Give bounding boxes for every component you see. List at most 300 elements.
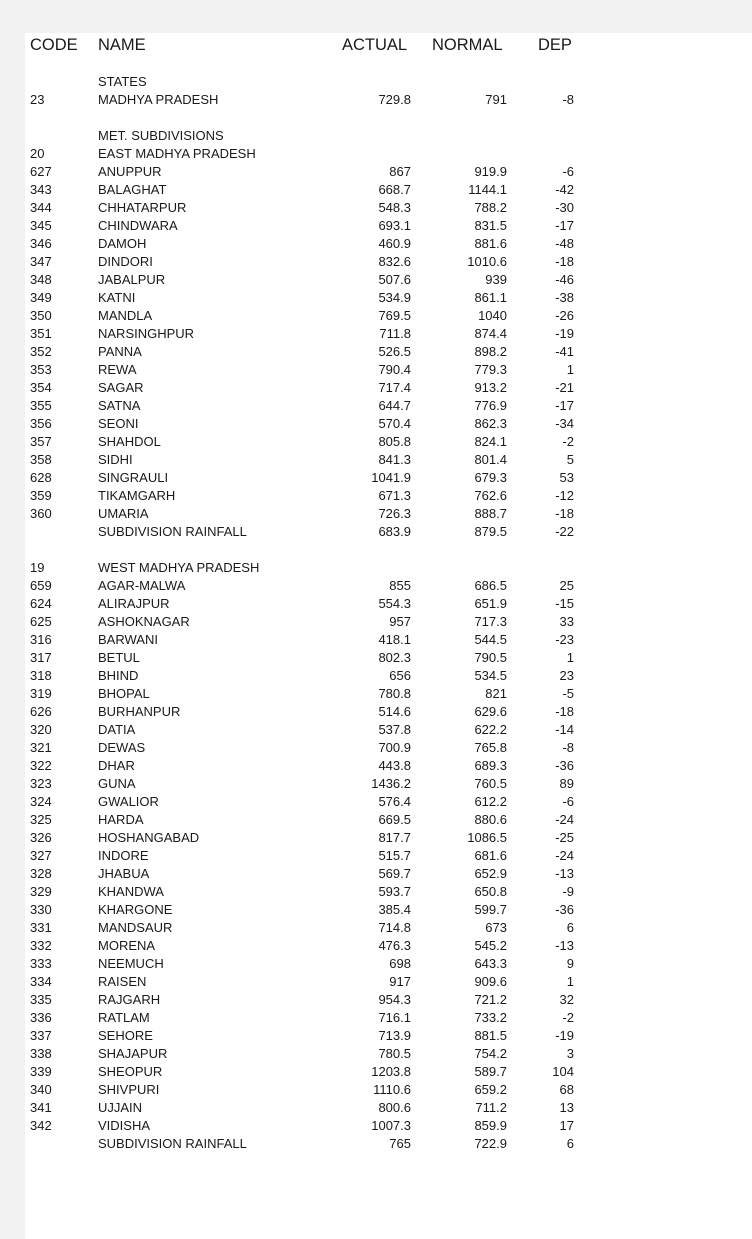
cell-dep: -25	[555, 830, 574, 845]
cell-name: JABALPUR	[98, 272, 166, 287]
cell-actual: 855	[389, 578, 411, 593]
cell-name: CHHATARPUR	[98, 200, 187, 215]
cell-code: 355	[30, 398, 52, 413]
cell-name: RAISEN	[98, 974, 147, 989]
table-row	[0, 271, 752, 289]
cell-code: 347	[30, 254, 52, 269]
table-row	[0, 631, 752, 649]
cell-dep: -21	[555, 380, 574, 395]
cell-normal: 679.3	[474, 470, 507, 485]
cell-actual: 780.8	[378, 686, 411, 701]
table-row	[0, 1099, 752, 1117]
cell-code: 323	[30, 776, 52, 791]
cell-normal: 717.3	[474, 614, 507, 629]
cell-code: 20	[30, 146, 45, 161]
cell-normal: 652.9	[474, 866, 507, 881]
cell-name: HARDA	[98, 812, 144, 827]
cell-code: 333	[30, 956, 52, 971]
cell-normal: 788.2	[474, 200, 507, 215]
cell-code: 318	[30, 668, 52, 683]
cell-dep: -13	[555, 866, 574, 881]
cell-dep: -19	[555, 1028, 574, 1043]
cell-dep: -14	[555, 722, 574, 737]
cell-normal: 879.5	[474, 524, 507, 539]
cell-dep: -18	[555, 704, 574, 719]
cell-name: DAMOH	[98, 236, 147, 251]
cell-actual: 765	[389, 1136, 411, 1151]
table-row	[0, 73, 752, 91]
cell-code: 624	[30, 596, 52, 611]
cell-actual: 714.8	[378, 920, 411, 935]
cell-name: BHOPAL	[98, 686, 150, 701]
table-row	[0, 739, 752, 757]
cell-name: SUBDIVISION RAINFALL	[98, 524, 247, 539]
table-row	[0, 1117, 752, 1135]
cell-code: 334	[30, 974, 52, 989]
table-row	[0, 379, 752, 397]
cell-code: 356	[30, 416, 52, 431]
cell-name: SEHORE	[98, 1028, 153, 1043]
table-row	[0, 721, 752, 739]
cell-code: 329	[30, 884, 52, 899]
cell-code: 627	[30, 164, 52, 179]
cell-name: MADHYA PRADESH	[98, 92, 219, 107]
cell-name: GUNA	[98, 776, 136, 791]
cell-normal: 650.8	[474, 884, 507, 899]
cell-code: 344	[30, 200, 52, 215]
cell-normal: 733.2	[474, 1010, 507, 1025]
cell-code: 628	[30, 470, 52, 485]
cell-actual: 698	[389, 956, 411, 971]
cell-normal: 881.5	[474, 1028, 507, 1043]
cell-dep: -23	[555, 632, 574, 647]
cell-code: 320	[30, 722, 52, 737]
cell-code: 23	[30, 92, 45, 107]
cell-normal: 898.2	[474, 344, 507, 359]
cell-code: 348	[30, 272, 52, 287]
cell-actual: 576.4	[378, 794, 411, 809]
cell-dep: 33	[559, 614, 574, 629]
cell-name: GWALIOR	[98, 794, 159, 809]
cell-actual: 716.1	[378, 1010, 411, 1025]
table-row	[0, 577, 752, 595]
cell-normal: 874.4	[474, 326, 507, 341]
cell-normal: 651.9	[474, 596, 507, 611]
cell-actual: 460.9	[378, 236, 411, 251]
cell-code: 350	[30, 308, 52, 323]
cell-actual: 443.8	[378, 758, 411, 773]
cell-code: 322	[30, 758, 52, 773]
table-row	[0, 1009, 752, 1027]
cell-dep: -19	[555, 326, 574, 341]
cell-code: 625	[30, 614, 52, 629]
cell-name: MANDLA	[98, 308, 153, 323]
cell-normal: 888.7	[474, 506, 507, 521]
cell-dep: -12	[555, 488, 574, 503]
cell-actual: 867	[389, 164, 411, 179]
cell-actual: 1436.2	[371, 776, 411, 791]
cell-name: DATIA	[98, 722, 136, 737]
cell-dep: 53	[559, 470, 574, 485]
cell-code: 319	[30, 686, 52, 701]
cell-normal: 790.5	[474, 650, 507, 665]
cell-dep: -5	[562, 686, 574, 701]
cell-dep: 3	[566, 1046, 574, 1061]
cell-code: 325	[30, 812, 52, 827]
cell-name: BETUL	[98, 650, 140, 665]
table-row	[0, 361, 752, 379]
cell-code: 357	[30, 434, 52, 449]
cell-normal: 1010.6	[467, 254, 507, 269]
cell-code: 342	[30, 1118, 52, 1133]
cell-code: 351	[30, 326, 52, 341]
cell-normal: 544.5	[474, 632, 507, 647]
table-row	[0, 469, 752, 487]
cell-actual: 569.7	[378, 866, 411, 881]
cell-dep: -36	[555, 758, 574, 773]
cell-name: STATES	[98, 74, 147, 89]
table-row	[0, 865, 752, 883]
cell-code: 316	[30, 632, 52, 647]
table-row	[0, 109, 752, 127]
cell-dep: 89	[559, 776, 574, 791]
cell-name: HOSHANGABAD	[98, 830, 200, 845]
cell-normal: 629.6	[474, 704, 507, 719]
table-row	[0, 703, 752, 721]
cell-normal: 545.2	[474, 938, 507, 953]
cell-code: 321	[30, 740, 52, 755]
cell-actual: 832.6	[378, 254, 411, 269]
cell-name: MORENA	[98, 938, 156, 953]
cell-actual: 385.4	[378, 902, 411, 917]
header-dep: DEP	[538, 36, 572, 54]
cell-dep: -9	[562, 884, 574, 899]
cell-normal: 612.2	[474, 794, 507, 809]
cell-normal: 722.9	[474, 1136, 507, 1151]
table-row	[0, 757, 752, 775]
table-row	[0, 487, 752, 505]
cell-actual: 554.3	[378, 596, 411, 611]
table-row	[0, 523, 752, 541]
cell-name: SAGAR	[98, 380, 144, 395]
cell-normal: 861.1	[474, 290, 507, 305]
table-row	[0, 325, 752, 343]
cell-actual: 644.7	[378, 398, 411, 413]
table-row	[0, 775, 752, 793]
cell-name: WEST MADHYA PRADESH	[98, 560, 260, 575]
cell-code: 317	[30, 650, 52, 665]
cell-normal: 622.2	[474, 722, 507, 737]
cell-code: 343	[30, 182, 52, 197]
cell-normal: 1040	[478, 308, 507, 323]
cell-normal: 534.5	[474, 668, 507, 683]
cell-code: 324	[30, 794, 52, 809]
cell-name: INDORE	[98, 848, 149, 863]
table-row	[0, 451, 752, 469]
cell-actual: 805.8	[378, 434, 411, 449]
cell-name: BURHANPUR	[98, 704, 181, 719]
cell-dep: -8	[562, 740, 574, 755]
cell-actual: 548.3	[378, 200, 411, 215]
cell-name: DHAR	[98, 758, 135, 773]
table-row	[0, 397, 752, 415]
cell-name: KHANDWA	[98, 884, 164, 899]
cell-dep: -17	[555, 398, 574, 413]
cell-normal: 1086.5	[467, 830, 507, 845]
cell-normal: 711.2	[475, 1100, 507, 1115]
table-row	[0, 307, 752, 325]
table-row	[0, 91, 752, 109]
header-code: CODE	[30, 36, 78, 54]
cell-normal: 762.6	[474, 488, 507, 503]
cell-name: BALAGHAT	[98, 182, 167, 197]
cell-normal: 643.3	[474, 956, 507, 971]
cell-actual: 1110.6	[373, 1082, 411, 1097]
cell-code: 341	[30, 1100, 52, 1115]
table-row	[0, 1135, 752, 1153]
header-name: NAME	[98, 36, 146, 54]
cell-normal: 589.7	[474, 1064, 507, 1079]
table-row	[0, 919, 752, 937]
table-row	[0, 217, 752, 235]
table-row	[0, 1045, 752, 1063]
cell-code: 626	[30, 704, 52, 719]
table-row	[0, 289, 752, 307]
table-row	[0, 847, 752, 865]
cell-actual: 817.7	[378, 830, 411, 845]
table-row	[0, 901, 752, 919]
cell-name: MANDSAUR	[98, 920, 173, 935]
cell-normal: 760.5	[474, 776, 507, 791]
cell-name: UJJAIN	[98, 1100, 143, 1115]
cell-actual: 526.5	[378, 344, 411, 359]
cell-actual: 693.1	[378, 218, 411, 233]
cell-actual: 514.6	[378, 704, 411, 719]
cell-actual: 917	[389, 974, 411, 989]
table-row	[0, 541, 752, 559]
cell-code: 345	[30, 218, 52, 233]
cell-name: DEWAS	[98, 740, 146, 755]
cell-normal: 913.2	[474, 380, 507, 395]
cell-dep: 6	[566, 920, 574, 935]
table-row	[0, 667, 752, 685]
cell-normal: 686.5	[474, 578, 507, 593]
cell-code: 359	[30, 488, 52, 503]
cell-normal: 673	[485, 920, 507, 935]
cell-actual: 726.3	[378, 506, 411, 521]
cell-normal: 909.6	[474, 974, 507, 989]
cell-normal: 831.5	[474, 218, 507, 233]
cell-actual: 570.4	[378, 416, 411, 431]
cell-name: SHAJAPUR	[98, 1046, 168, 1061]
cell-name: BHIND	[98, 668, 139, 683]
cell-actual: 1007.3	[371, 1118, 411, 1133]
table-row	[0, 973, 752, 991]
cell-dep: -42	[555, 182, 574, 197]
cell-dep: -38	[555, 290, 574, 305]
cell-dep: -36	[555, 902, 574, 917]
cell-code: 358	[30, 452, 52, 467]
cell-name: SATNA	[98, 398, 141, 413]
cell-code: 330	[30, 902, 52, 917]
cell-dep: 23	[559, 668, 574, 683]
cell-name: VIDISHA	[98, 1118, 151, 1133]
cell-code: 326	[30, 830, 52, 845]
cell-name: REWA	[98, 362, 137, 377]
cell-actual: 800.6	[378, 1100, 411, 1115]
cell-actual: 418.1	[378, 632, 411, 647]
cell-dep: -2	[562, 434, 574, 449]
table-row	[0, 127, 752, 145]
header-normal: NORMAL	[432, 36, 503, 54]
cell-name: KHARGONE	[98, 902, 173, 917]
table-row	[0, 433, 752, 451]
cell-name: UMARIA	[98, 506, 149, 521]
cell-name: SIDHI	[98, 452, 133, 467]
cell-code: 337	[30, 1028, 52, 1043]
cell-actual: 780.5	[378, 1046, 411, 1061]
cell-actual: 700.9	[378, 740, 411, 755]
cell-name: MET. SUBDIVISIONS	[98, 128, 224, 143]
table-row	[0, 559, 752, 577]
cell-dep: -6	[562, 794, 574, 809]
cell-dep: -26	[555, 308, 574, 323]
cell-code: 336	[30, 1010, 52, 1025]
cell-code: 339	[30, 1064, 52, 1079]
cell-name: CHINDWARA	[98, 218, 178, 233]
cell-actual: 713.9	[378, 1028, 411, 1043]
table-row	[0, 955, 752, 973]
cell-name: JHABUA	[98, 866, 150, 881]
cell-name: SHAHDOL	[98, 434, 161, 449]
cell-dep: 68	[559, 1082, 574, 1097]
table-row	[0, 595, 752, 613]
cell-actual: 593.7	[378, 884, 411, 899]
table-row	[0, 1063, 752, 1081]
cell-name: NARSINGHPUR	[98, 326, 195, 341]
table-row	[0, 883, 752, 901]
cell-normal: 721.2	[474, 992, 507, 1007]
cell-actual: 769.5	[378, 308, 411, 323]
cell-name: SHIVPURI	[98, 1082, 160, 1097]
cell-name: DINDORI	[98, 254, 153, 269]
cell-code: 328	[30, 866, 52, 881]
table-row	[0, 811, 752, 829]
cell-actual: 507.6	[378, 272, 411, 287]
cell-actual: 841.3	[378, 452, 411, 467]
table-row	[0, 235, 752, 253]
cell-name: RAJGARH	[98, 992, 161, 1007]
cell-code: 340	[30, 1082, 52, 1097]
table-row	[0, 145, 752, 163]
table-row	[0, 613, 752, 631]
cell-normal: 939	[485, 272, 507, 287]
cell-normal: 776.9	[474, 398, 507, 413]
cell-actual: 729.8	[378, 92, 411, 107]
table-row	[0, 1027, 752, 1045]
cell-dep: -18	[555, 254, 574, 269]
cell-actual: 668.7	[378, 182, 411, 197]
cell-code: 332	[30, 938, 52, 953]
cell-name: NEEMUCH	[98, 956, 164, 971]
cell-dep: 5	[566, 452, 574, 467]
cell-dep: -13	[555, 938, 574, 953]
cell-normal: 754.2	[474, 1046, 507, 1061]
table-row	[0, 829, 752, 847]
cell-dep: 1	[566, 974, 574, 989]
cell-code: 331	[30, 920, 52, 935]
cell-normal: 859.9	[474, 1118, 507, 1133]
cell-name: SHEOPUR	[98, 1064, 163, 1079]
table-row	[0, 415, 752, 433]
table-row	[0, 685, 752, 703]
table-row	[0, 937, 752, 955]
cell-dep: -6	[562, 164, 574, 179]
cell-normal: 1144.1	[468, 182, 507, 197]
cell-normal: 824.1	[474, 434, 507, 449]
cell-normal: 689.3	[474, 758, 507, 773]
cell-actual: 790.4	[378, 362, 411, 377]
cell-dep: 25	[559, 578, 574, 593]
cell-dep: -2	[562, 1010, 574, 1025]
cell-code: 360	[30, 506, 52, 521]
table-row	[0, 163, 752, 181]
table-row	[0, 253, 752, 271]
cell-dep: 104	[552, 1064, 574, 1079]
cell-dep: -15	[555, 596, 574, 611]
cell-name: EAST MADHYA PRADESH	[98, 146, 256, 161]
cell-dep: 1	[566, 650, 574, 665]
cell-dep: 32	[559, 992, 574, 1007]
cell-normal: 599.7	[474, 902, 507, 917]
cell-actual: 534.9	[378, 290, 411, 305]
cell-code: 349	[30, 290, 52, 305]
cell-dep: -41	[555, 344, 574, 359]
table-row	[0, 991, 752, 1009]
cell-normal: 881.6	[474, 236, 507, 251]
table-row	[0, 505, 752, 523]
cell-name: KATNI	[98, 290, 136, 305]
header-actual: ACTUAL	[342, 36, 408, 54]
cell-code: 354	[30, 380, 52, 395]
cell-name: SINGRAULI	[98, 470, 169, 485]
table-row	[0, 343, 752, 361]
cell-actual: 476.3	[378, 938, 411, 953]
cell-code: 327	[30, 848, 52, 863]
cell-code: 335	[30, 992, 52, 1007]
cell-actual: 957	[389, 614, 411, 629]
cell-actual: 683.9	[378, 524, 411, 539]
cell-name: TIKAMGARH	[98, 488, 176, 503]
cell-dep: -17	[555, 218, 574, 233]
cell-name: BARWANI	[98, 632, 158, 647]
cell-dep: -24	[555, 812, 574, 827]
cell-dep: -8	[562, 92, 574, 107]
cell-actual: 1041.9	[371, 470, 411, 485]
cell-name: SEONI	[98, 416, 139, 431]
cell-actual: 671.3	[378, 488, 411, 503]
cell-dep: 13	[559, 1100, 574, 1115]
cell-normal: 801.4	[474, 452, 507, 467]
cell-normal: 821	[485, 686, 507, 701]
cell-normal: 659.2	[474, 1082, 507, 1097]
cell-name: AGAR-MALWA	[98, 578, 186, 593]
cell-name: ANUPPUR	[98, 164, 162, 179]
cell-dep: 6	[566, 1136, 574, 1151]
cell-actual: 711.8	[379, 326, 411, 341]
table-row	[0, 181, 752, 199]
cell-normal: 880.6	[474, 812, 507, 827]
